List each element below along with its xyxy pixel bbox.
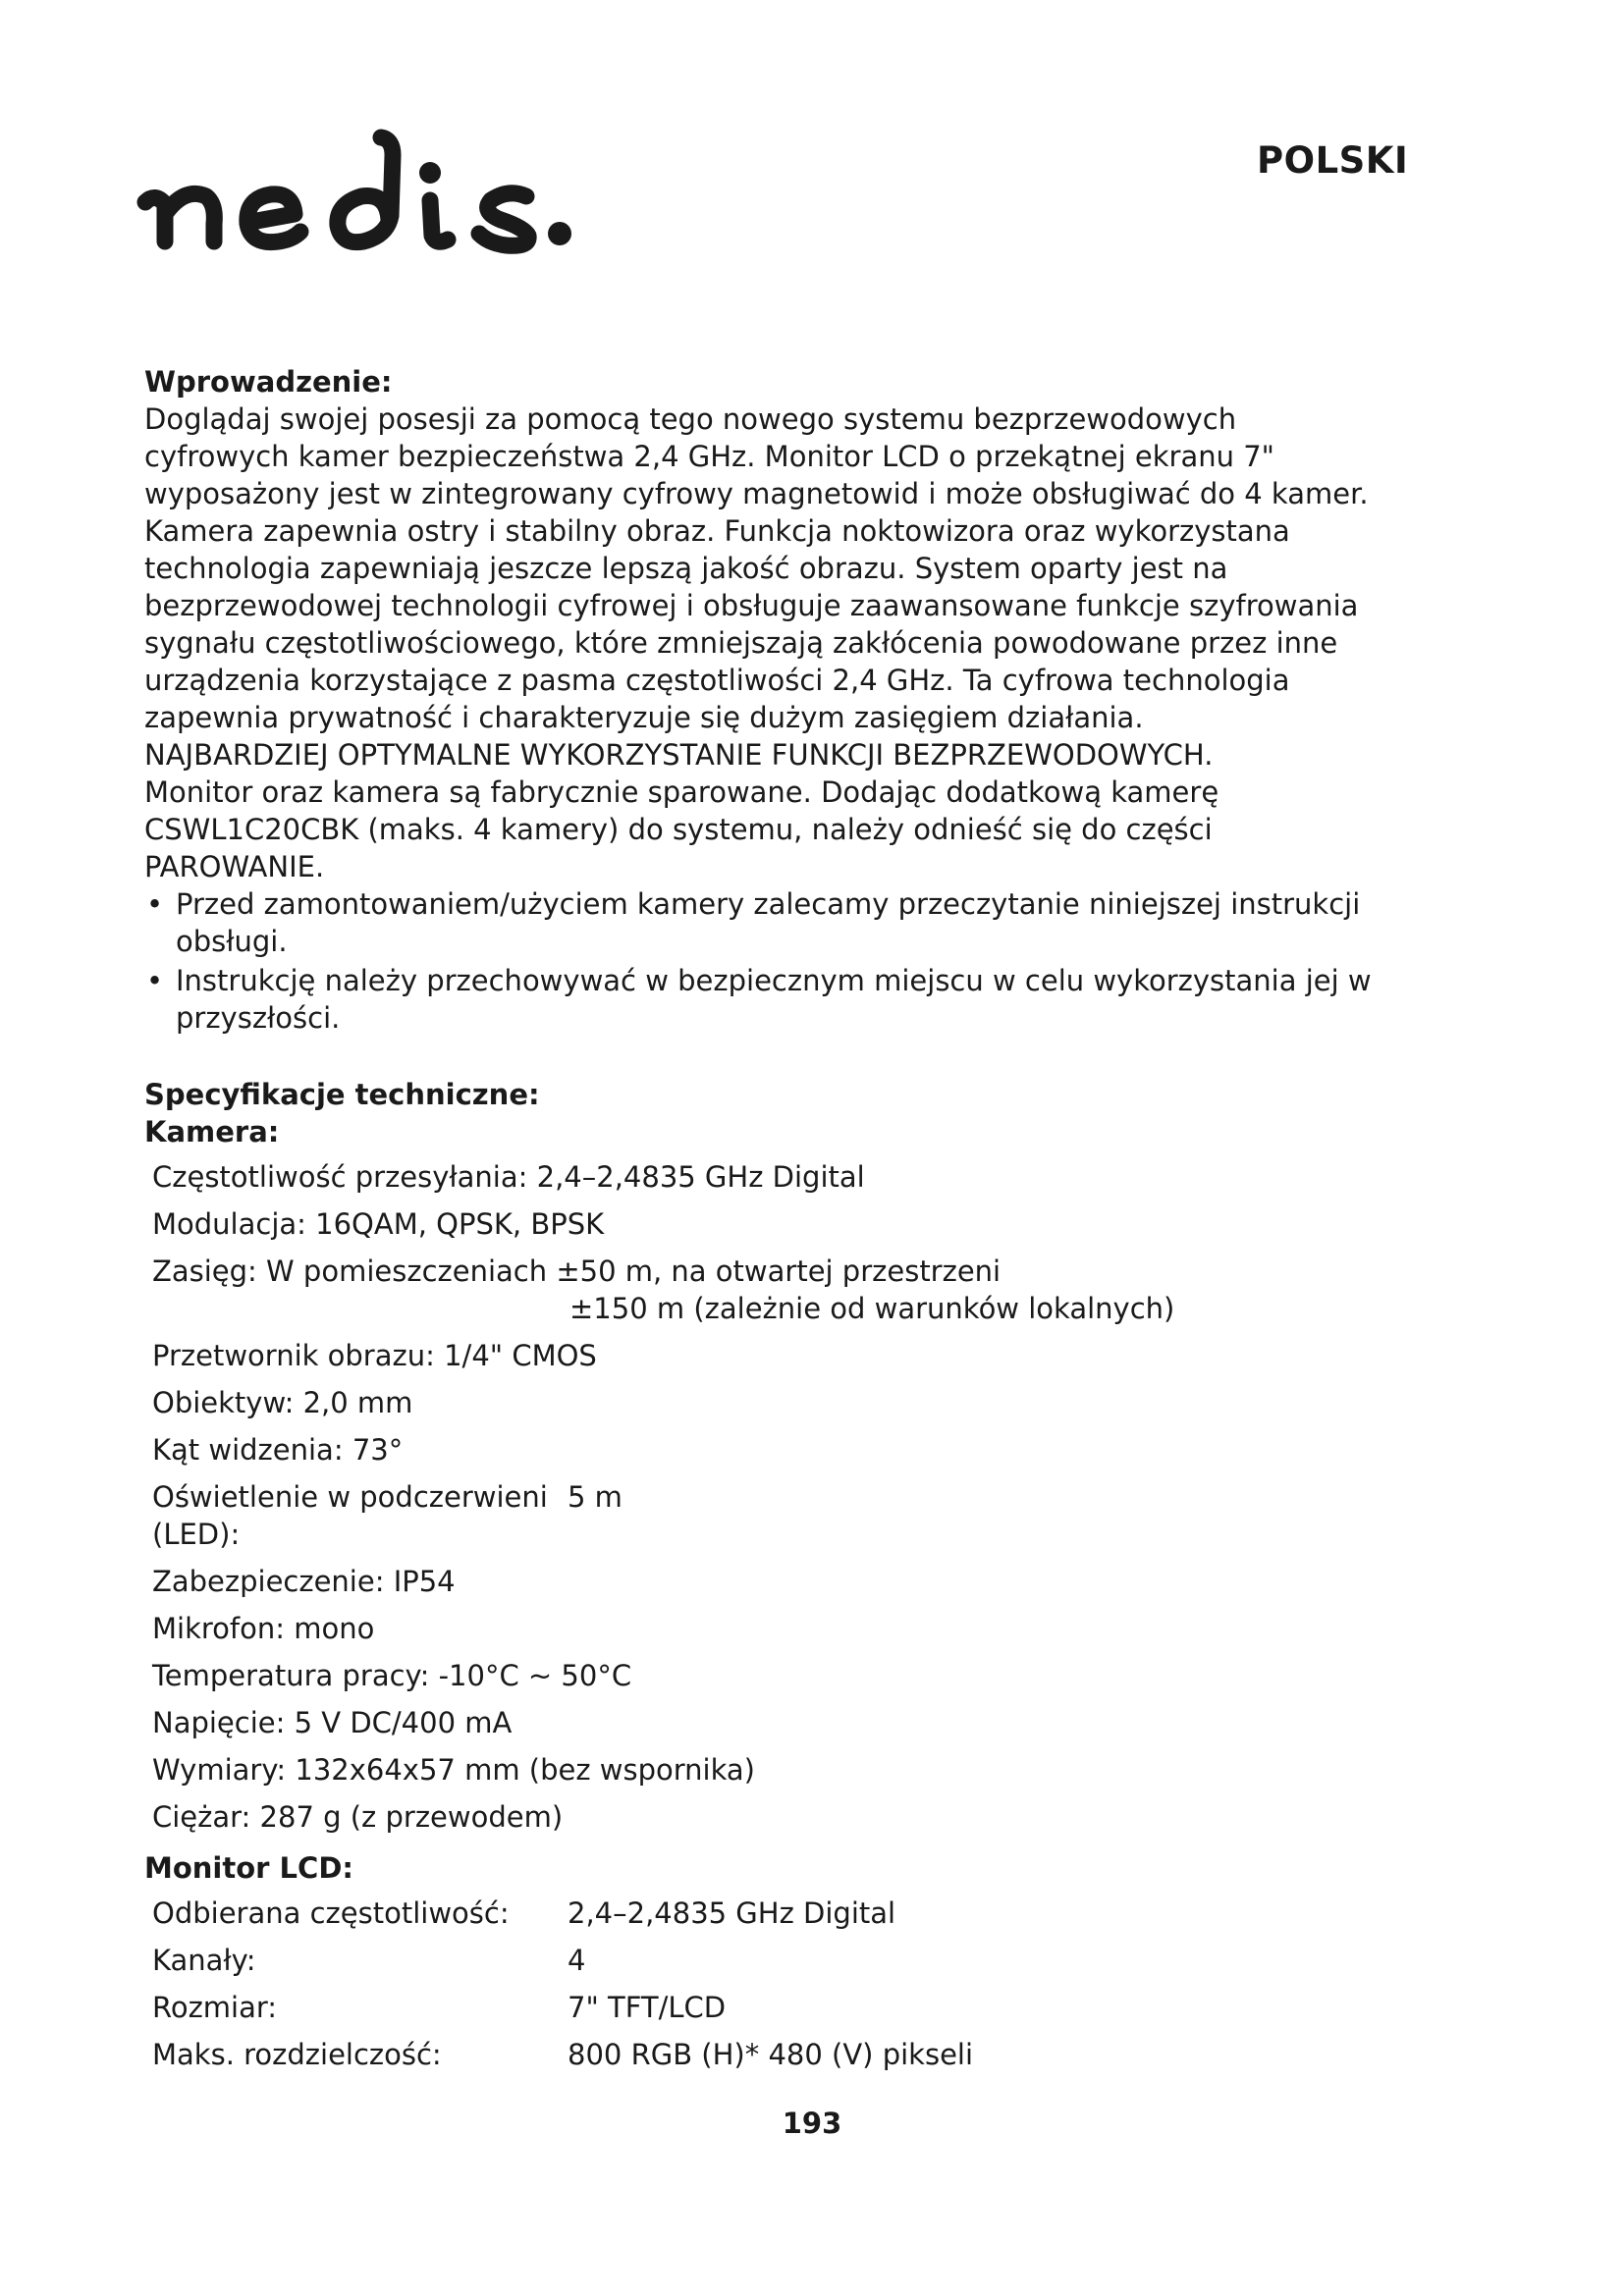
spec-ir-label-line2: (LED): [152,1518,241,1551]
list-item [144,962,1381,1037]
spec-weight: Ciężar: 287 g (z przewodem) [152,1800,564,1834]
intro-paragraph: Doglądaj swojej posesji za pomocą tego nowego systemu bezprzewodowych cyfrowych kamer bezpieczeństwa 2,4 GHz. Monitor LCD o przekątnej ekranu 7" wyposażony jest w zintegrowany cyfrowy magnetowid i może obsługiwać do 4 kamer. Kamera zapewnia ostry i stabilny obraz. Funkcja noktowizora oraz wykorzystana technologia zapewniają jeszcze lepszą jakość obrazu. System oparty jest na bezprzewodowej technologii cyfrowej i obsługuje zaawansowane funkcje szyfrowania sygnału częstotliwościowego, które zmniejszają zakłócenia powodowane przez inne urządzenia korzystające z pasma częstotliwości 2,4 GHz. Ta cyfrowa technologia zapewnia prywatność i charakteryzuje się dużym zasięgiem działania. [144,402,1369,734]
monitor-spec-value: 2,4–2,4835 GHz Digital [568,1896,896,1930]
page-number: 193 [782,2107,842,2140]
monitor-spec-row [152,1942,1381,1979]
spec-dimensions: Wymiary: 132x64x57 mm (bez wspornika) [152,1753,755,1787]
spec-sensor: Przetwornik obrazu: 1/4" CMOS [152,1339,597,1372]
spec-lens: Obiektyw: 2,0 mm [152,1386,413,1419]
intro-caps-line: NAJBARDZIEJ OPTYMALNE WYKORZYSTANIE FUNKCJI BEZPRZEWODOWYCH. [144,738,1214,772]
bullet-icon: • [146,964,164,997]
spec-range [152,1253,1381,1327]
monitor-spec-list [152,1895,1381,2073]
manual-content [144,363,1381,2083]
spec-ir-label [152,1478,568,1553]
bullet-icon: • [146,887,164,921]
monitor-spec-value: 7" TFT/LCD [568,1991,727,2024]
monitor-spec-label: Rozmiar: [152,1991,278,2024]
intro-bullet-list [144,885,1381,1037]
spec-modulation: Modulacja: 16QAM, QPSK, BPSK [152,1207,605,1241]
bullet-text: Instrukcję należy przechowywać w bezpiecznym miejscu w celu wykorzystania jej w przyszłości. [176,964,1372,1035]
monitor-spec-row [152,2036,1381,2073]
nedis-logo [135,126,636,263]
spec-protection: Zabezpieczenie: IP54 [152,1565,456,1598]
language-label: POLSKI [1257,139,1409,182]
monitor-spec-label: Maks. rozdzielczość: [152,2038,442,2071]
monitor-spec-label: Kanały: [152,1944,256,1977]
intro-pairing-note: Monitor oraz kamera są fabrycznie sparowane. Dodając dodatkową kamerę CSWL1C20CBK (maks. 4 kamery) do systemu, należy odnieść się do części PAROWANIE. [144,775,1219,883]
camera-spec-list [152,1158,1381,1836]
monitor-spec-value: 4 [568,1944,586,1977]
monitor-heading: Monitor LCD: [144,1851,353,1885]
spec-range-line2: ±150 m (zależnie od warunków lokalnych) [569,1292,1175,1325]
list-item [144,885,1381,960]
camera-heading: Kamera: [144,1115,280,1148]
spec-ir-label-line1: Oświetlenie w podczerwieni [152,1480,548,1514]
spec-microphone: Mikrofon: mono [152,1612,375,1645]
bullet-text: Przed zamontowaniem/użyciem kamery zalecamy przeczytanie niniejszej instrukcji obsługi. [176,887,1361,958]
spec-ir-value: 5 m [568,1480,623,1514]
spec-range-line1: Zasięg: W pomieszczeniach ±50 m, na otwartej przestrzeni [152,1255,1001,1288]
spec-temperature: Temperatura pracy: -10°C ~ 50°C [152,1659,632,1692]
spec-voltage: Napięcie: 5 V DC/400 mA [152,1706,513,1739]
monitor-spec-label: Odbierana częstotliwość: [152,1896,510,1930]
monitor-spec-row [152,1895,1381,1932]
monitor-spec-row [152,1989,1381,2026]
specs-heading: Specyfikacje techniczne: [144,1078,540,1111]
intro-heading: Wprowadzenie: [144,365,393,399]
spec-angle: Kąt widzenia: 73° [152,1433,404,1467]
spec-frequency: Częstotliwość przesyłania: 2,4–2,4835 GHz Digital [152,1160,865,1194]
monitor-spec-value: 800 RGB (H)* 480 (V) pikseli [568,2038,974,2071]
spec-ir [152,1478,1381,1553]
